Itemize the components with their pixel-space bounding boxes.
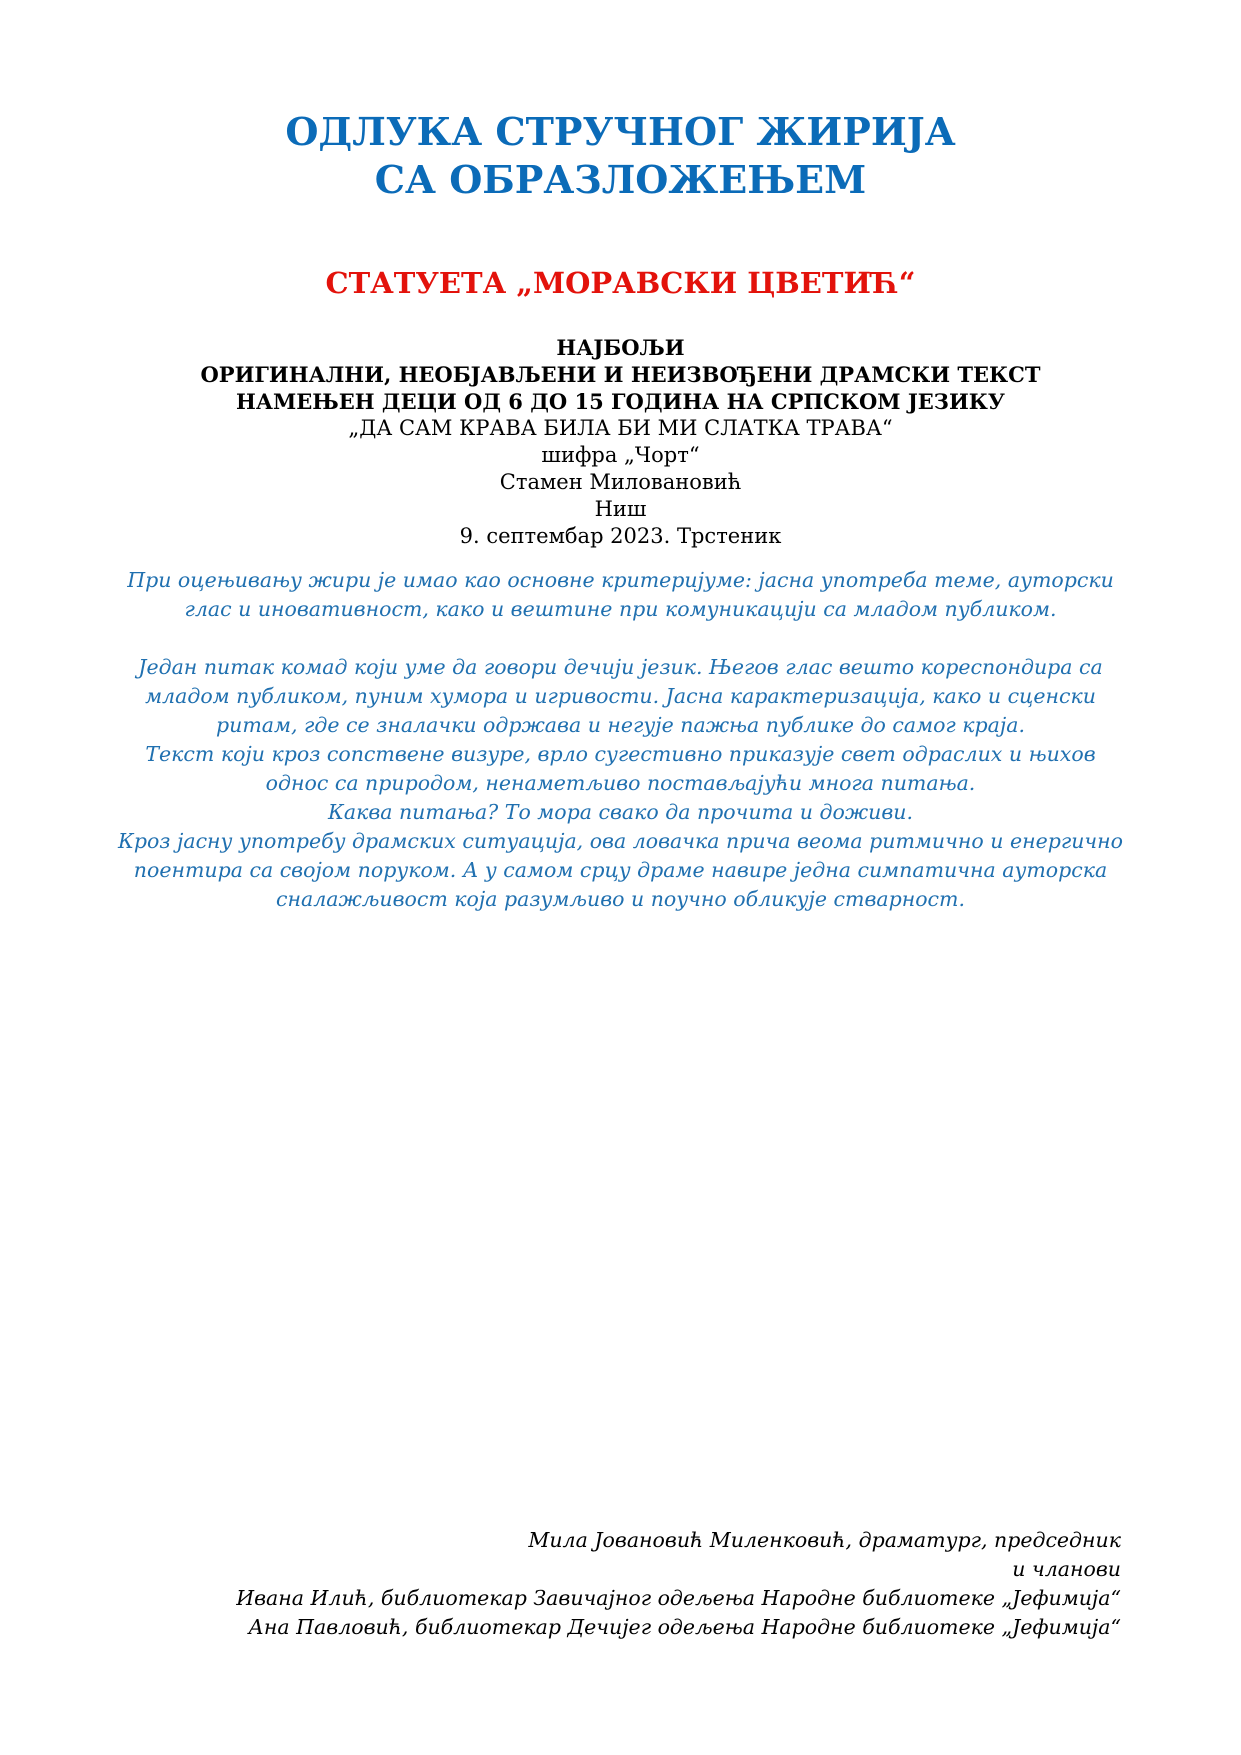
category-line-1: НАЈБОЉИ xyxy=(556,335,685,360)
rationale-line: глас и иновативност, како и вештине при комуникацији са младом публиком. xyxy=(184,597,1057,621)
jury-signatures xyxy=(236,1526,1121,1642)
jury-member-2: Ана Павловић, библиотекар Дечијег одељења Народне библиотеке „Јефимија“ xyxy=(248,1615,1121,1639)
rationale-line: поентира са својом поруком. А у самом срцу драме навире једна симпатична ауторска xyxy=(133,858,1108,882)
rationale-line: Каква питања? То мора свако да прочита и доживи. xyxy=(327,800,913,824)
paragraph-gap xyxy=(100,624,1141,653)
jury-rationale xyxy=(100,566,1141,914)
title-line-1: ОДЛУКА СТРУЧНОГ ЖИРИЈА xyxy=(285,109,956,154)
rationale-line: сналажљивост која разумљиво и поучно обликује стварност. xyxy=(275,887,965,911)
category-line-3: НАМЕЊЕН ДЕЦИ ОД 6 ДО 15 ГОДИНА НА СРПСКОМ ЈЕЗИКУ xyxy=(236,389,1005,414)
statue-heading: СТАТУЕТА „МОРАВСКИ ЦВЕТИЋ“ xyxy=(325,266,916,300)
author-name: Стамен Миловановић xyxy=(499,470,742,494)
title-line-2: СА ОБРАЗЛОЖЕЊЕМ xyxy=(374,157,867,202)
rationale-line: ритам, где се зналачки одржава и негује пажња публике до самог краја. xyxy=(216,713,1025,737)
rationale-line: Текст који кроз сопствене визуре, врло сугестивно приказује свет одраслих и њихов xyxy=(145,742,1096,766)
work-code: шифра „Чорт“ xyxy=(541,443,700,467)
rationale-line: При оцењивању жири је имао као основне критеријуме: јасна употреба теме, ауторски xyxy=(127,568,1114,592)
rationale-line: младом публиком, пуним хумора и игривости. Јасна карактеризација, како и сценски xyxy=(145,684,1096,708)
jury-member-1: Ивана Илић, библиотекар Завичајног одељења Народне библиотеке „Јефимија“ xyxy=(236,1586,1121,1610)
document-title xyxy=(0,108,1241,204)
rationale-line: Један питак комад који уме да говори дечији језик. Његов глас вешто кореспондира са xyxy=(138,655,1103,679)
award-block xyxy=(0,334,1241,550)
rationale-line: Кроз јасну употребу драмских ситуација, ова ловачка прича веома ритмично и енергично xyxy=(117,829,1124,853)
members-label: и чланови xyxy=(1012,1557,1121,1581)
author-city: Ниш xyxy=(594,497,647,521)
date-place: 9. септембар 2023. Трстеник xyxy=(459,524,782,548)
jury-president: Мила Јовановић Миленковић, драматург, председник xyxy=(528,1528,1121,1552)
rationale-line: однос са природом, ненаметљиво постављајући многа питања. xyxy=(265,771,976,795)
category-line-2: ОРИГИНАЛНИ, НЕОБЈАВЉЕНИ И НЕИЗВОЂЕНИ ДРАМСКИ ТЕКСТ xyxy=(200,362,1041,387)
work-title: „ДА САМ КРАВА БИЛА БИ МИ СЛАТКА ТРАВА“ xyxy=(348,416,893,440)
